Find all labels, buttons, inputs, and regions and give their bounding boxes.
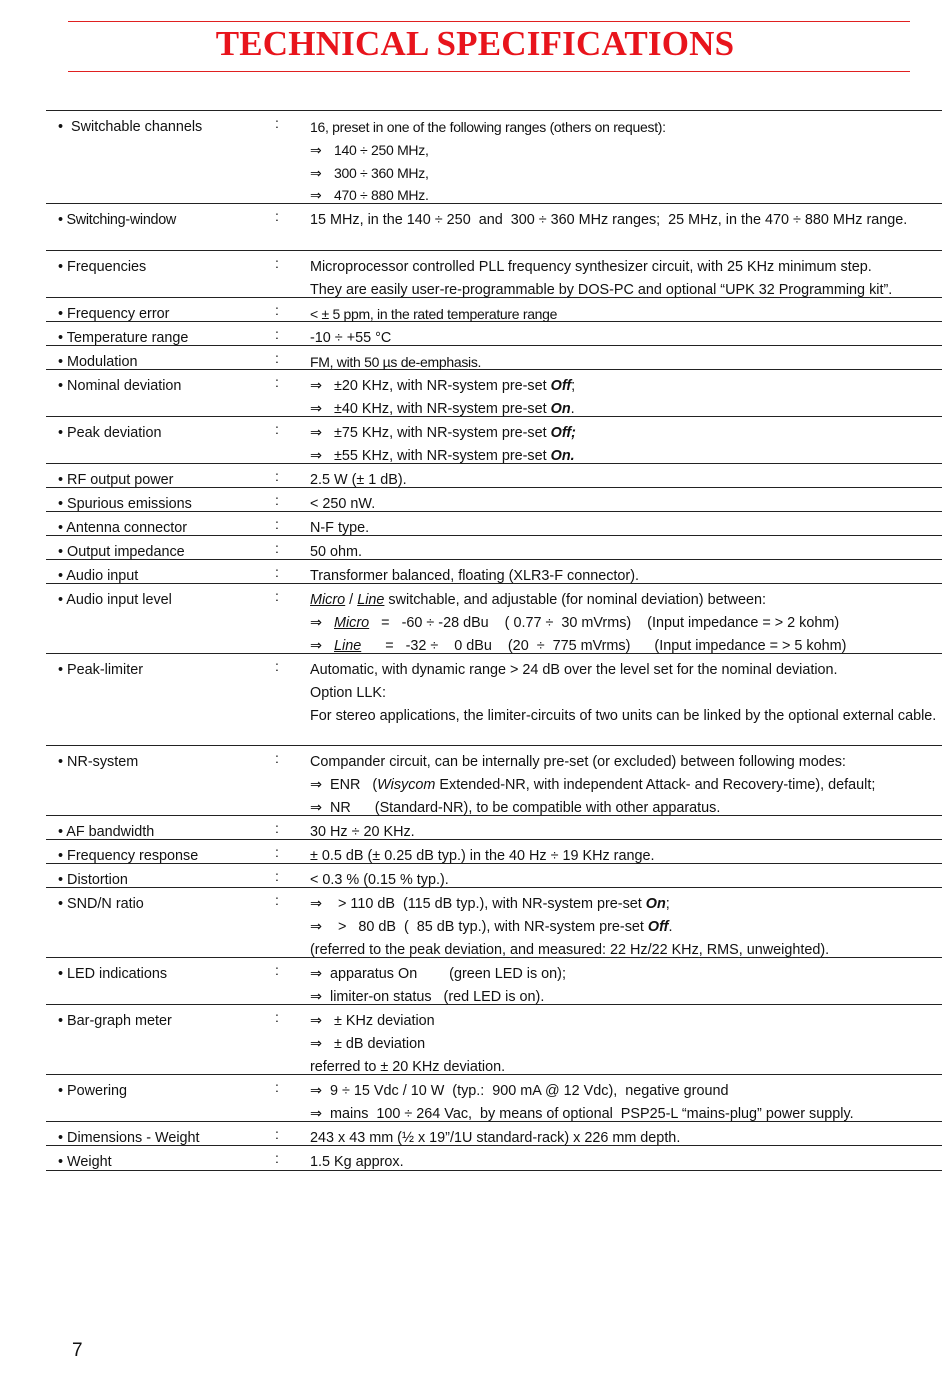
page-number: 7 — [72, 1340, 83, 1361]
spec-row-output-impedance — [46, 536, 942, 560]
spec-label: • Temperature range — [58, 330, 189, 346]
colon: : — [275, 892, 279, 908]
spec-value: 2.5 W (± 1 dB). — [310, 472, 407, 488]
spec-row-switching-window — [46, 204, 942, 251]
spec-value: ⇒ 9 ÷ 15 Vdc / 10 W (typ.: 900 mA @ 12 Vdc), negative ground ⇒ mains 100 ÷ 264 Vac, by means of optional PSP25-L “mains-plug” power supply. — [310, 1075, 942, 1126]
spec-row-frequency-response — [46, 840, 942, 864]
arrow-icon: ⇒ — [310, 896, 323, 912]
spec-row-led-indications — [46, 958, 942, 1005]
spec-value: Microprocessor controlled PLL frequency synthesizer circuit, with 25 KHz minimum step. They are easily user-re-programmable by DOS-PC and optional “UPK 32 Programming kit”. — [310, 259, 893, 298]
spec-label: • Frequencies — [58, 259, 147, 275]
spec-label: • Peak deviation — [58, 425, 162, 441]
spec-value: 1.5 Kg approx. — [310, 1154, 404, 1170]
spec-value: < 250 nW. — [310, 496, 376, 512]
spec-value: ⇒ > 110 dB (115 dB typ.), with NR-system pre-set On; ⇒ > 80 dB ( 85 dB typ.), with NR-system pre-set Off. (referred to the peak deviation, and measured: 22 Hz/22 KHz, RMS, unweighted). — [310, 888, 942, 961]
spec-row-af-bandwidth — [46, 816, 942, 840]
spec-label: • Audio input level — [58, 592, 172, 608]
arrow-icon: ⇒ — [310, 614, 323, 631]
spec-label: • Switching-window — [58, 212, 177, 228]
spec-row-peak-deviation — [46, 417, 942, 464]
spec-row-snd-n-ratio — [46, 888, 942, 958]
spec-label: • AF bandwidth — [58, 824, 155, 840]
spec-table — [46, 110, 942, 1171]
colon: : — [275, 516, 279, 532]
spec-label: • Weight — [58, 1154, 112, 1170]
spec-value: < ± 5 ppm, in the rated temperature range — [310, 306, 558, 322]
spec-label: • Dimensions - Weight — [58, 1130, 200, 1146]
spec-label: • LED indications — [58, 966, 168, 982]
colon: : — [275, 115, 279, 131]
spec-label: • Distortion — [58, 872, 128, 888]
spec-value: Transformer balanced, floating (XLR3-F connector). — [310, 568, 639, 584]
spec-value: ⇒ apparatus On (green LED is on); ⇒ limiter-on status (red LED is on). — [310, 958, 942, 1009]
colon: : — [275, 350, 279, 366]
colon: : — [275, 326, 279, 342]
spec-label: • Powering — [58, 1083, 128, 1099]
spec-row-audio-input-level — [46, 584, 942, 654]
colon: : — [275, 1079, 279, 1095]
arrow-icon: ⇒ — [310, 141, 322, 158]
arrow-icon: ⇒ — [310, 1083, 323, 1099]
spec-row-temperature-range — [46, 322, 942, 346]
spec-label: • Frequency response — [58, 848, 199, 864]
colon: : — [275, 820, 279, 836]
spec-label: • Nominal deviation — [58, 378, 182, 394]
colon: : — [275, 302, 279, 318]
arrow-icon: ⇒ — [310, 187, 322, 204]
spec-row-frequency-error — [46, 298, 942, 322]
spec-value: 16, preset in one of the following ranges (others on request): ⇒ 140 ÷ 250 MHz, ⇒ 300 ÷ 360 MHz, ⇒ 470 ÷ 880 MHz. — [310, 111, 942, 207]
arrow-icon: ⇒ — [310, 988, 323, 1005]
spec-row-dimensions — [46, 1122, 942, 1146]
spec-value: -10 ÷ +55 °C — [310, 330, 392, 346]
arrow-icon: ⇒ — [310, 400, 323, 417]
arrow-icon: ⇒ — [310, 378, 323, 394]
spec-value: Compander circuit, can be internally pre-set (or excluded) between following modes: ⇒ ENR (Wisycom Extended-NR, with independent Attack- and Recovery-time), default; ⇒ NR (Standard-NR), to be compatible with other apparatus. — [310, 746, 942, 819]
spec-row-modulation — [46, 346, 942, 370]
spec-row-bar-graph-meter — [46, 1005, 942, 1075]
title-rule-top — [68, 21, 910, 22]
spec-label: • Spurious emissions — [58, 496, 192, 512]
spec-row-antenna-connector — [46, 512, 942, 536]
spec-row-spurious-emissions — [46, 488, 942, 512]
colon: : — [275, 540, 279, 556]
spec-label: • Modulation — [58, 354, 138, 370]
arrow-icon: ⇒ — [310, 1035, 323, 1052]
spec-value: < 0.3 % (0.15 % typ.). — [310, 872, 449, 888]
spec-label: • Switchable channels — [58, 119, 203, 135]
arrow-icon: ⇒ — [310, 799, 323, 816]
arrow-icon: ⇒ — [310, 637, 323, 654]
colon: : — [275, 421, 279, 437]
spec-value: ⇒ ±75 KHz, with NR-system pre-set Off; ⇒ ±55 KHz, with NR-system pre-set On. — [310, 417, 942, 468]
spec-value: 50 ohm. — [310, 544, 362, 560]
spec-row-switchable-channels — [46, 111, 942, 204]
colon: : — [275, 374, 279, 390]
arrow-icon: ⇒ — [310, 1105, 323, 1122]
spec-label: • Audio input — [58, 568, 139, 584]
spec-value: 243 x 43 mm (½ x 19”/1U standard-rack) x 226 mm depth. — [310, 1130, 681, 1146]
spec-row-nr-system — [46, 746, 942, 816]
spec-value: ⇒ ± KHz deviation ⇒ ± dB deviation referred to ± 20 KHz deviation. — [310, 1005, 942, 1078]
spec-label: • Antenna connector — [58, 520, 188, 536]
spec-value: 15 MHz, in the 140 ÷ 250 and 300 ÷ 360 MHz ranges; 25 MHz, in the 470 ÷ 880 MHz range. — [310, 212, 908, 228]
colon: : — [275, 658, 279, 674]
arrow-icon: ⇒ — [310, 164, 322, 181]
spec-label: • NR-system — [58, 754, 139, 770]
colon: : — [275, 1150, 279, 1166]
colon: : — [275, 750, 279, 766]
spec-row-nominal-deviation — [46, 370, 942, 417]
spec-row-frequencies — [46, 251, 942, 298]
page-title: TECHNICAL SPECIFICATIONS — [215, 24, 735, 63]
spec-row-audio-input — [46, 560, 942, 584]
spec-value: Automatic, with dynamic range > 24 dB over the level set for the nominal deviation. Option LLK: For stereo applications, the limiter-circuits of two units can be linked by the optional external cable. — [310, 662, 937, 724]
spec-value: Micro / Line switchable, and adjustable (for nominal deviation) between: ⇒ Micro = -60 ÷ -28 dBu ( 0.77 ÷ 30 mVrms) (Input impedance = > 2 kohm) ⇒ Line = -32 ÷ 0 dBu (20 ÷ 775 mVrms) (Input impedance = > 5 kohm) — [310, 584, 942, 657]
colon: : — [275, 255, 279, 271]
spec-label: • Output impedance — [58, 544, 185, 560]
spec-row-weight — [46, 1146, 942, 1171]
spec-row-powering — [46, 1075, 942, 1122]
spec-value: N-F type. — [310, 520, 370, 536]
colon: : — [275, 588, 279, 604]
colon: : — [275, 1126, 279, 1142]
arrow-icon: ⇒ — [310, 918, 323, 935]
colon: : — [275, 564, 279, 580]
spec-value: 30 Hz ÷ 20 KHz. — [310, 824, 415, 840]
arrow-icon: ⇒ — [310, 425, 323, 441]
colon: : — [275, 208, 279, 224]
spec-label: • Frequency error — [58, 306, 170, 322]
colon: : — [275, 492, 279, 508]
spec-row-rf-output-power — [46, 464, 942, 488]
spec-row-distortion — [46, 864, 942, 888]
colon: : — [275, 868, 279, 884]
spec-label: • RF output power — [58, 472, 174, 488]
colon: : — [275, 468, 279, 484]
spec-label: • Peak-limiter — [58, 662, 144, 678]
arrow-icon: ⇒ — [310, 776, 323, 793]
colon: : — [275, 962, 279, 978]
colon: : — [275, 844, 279, 860]
spec-value: FM, with 50 µs de-emphasis. — [310, 354, 482, 370]
spec-value: ⇒ ±20 KHz, with NR-system pre-set Off; ⇒ ±40 KHz, with NR-system pre-set On. — [310, 370, 942, 421]
arrow-icon: ⇒ — [310, 1013, 323, 1029]
spec-value: ± 0.5 dB (± 0.25 dB typ.) in the 40 Hz ÷ 19 KHz range. — [310, 848, 655, 864]
spec-label: • Bar-graph meter — [58, 1013, 172, 1029]
arrow-icon: ⇒ — [310, 966, 323, 982]
spec-label: • SND/N ratio — [58, 896, 144, 912]
arrow-icon: ⇒ — [310, 447, 323, 464]
spec-row-peak-limiter — [46, 654, 942, 746]
colon: : — [275, 1009, 279, 1025]
title-rule-bottom — [68, 71, 910, 72]
